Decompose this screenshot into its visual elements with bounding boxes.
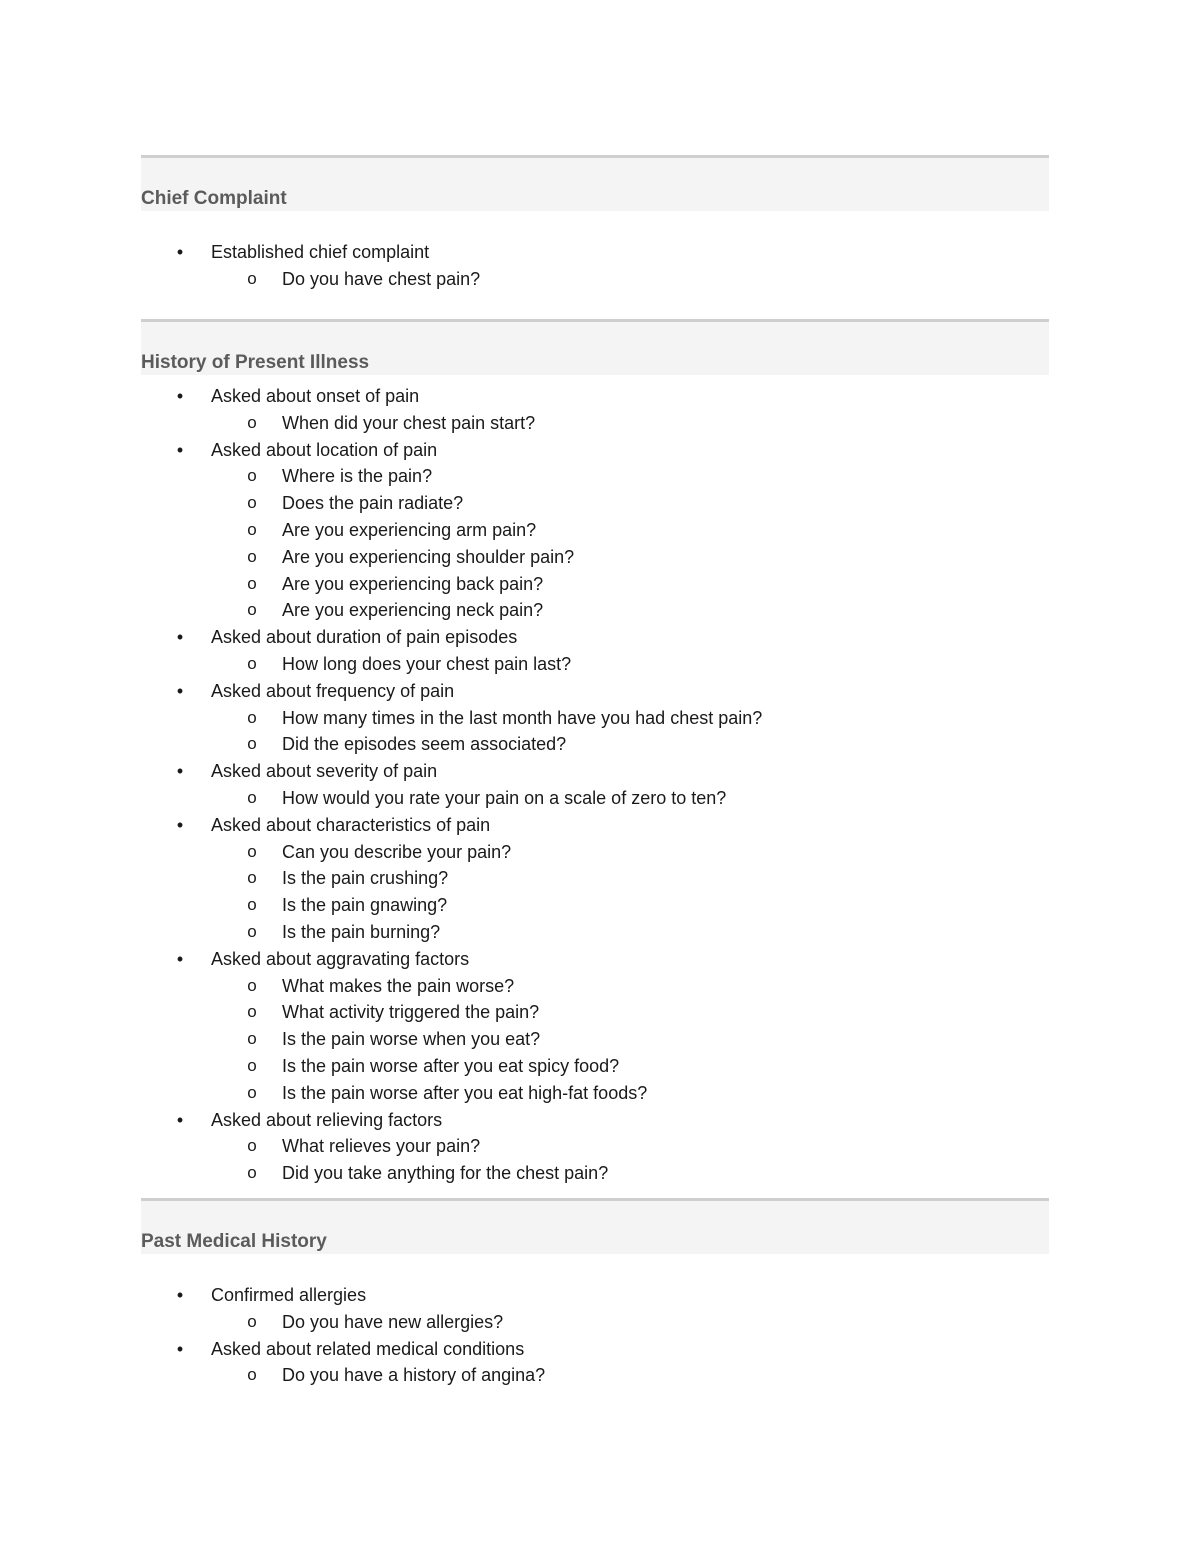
sub-list-item (141, 1133, 1049, 1160)
sub-bullet-icon: o (247, 546, 257, 566)
sub-list-item (141, 1080, 1049, 1107)
sub-list-item (141, 266, 1049, 293)
sub-list-item (141, 705, 1049, 732)
item-label: Confirmed allergies (211, 1285, 367, 1305)
sub-bullet-icon: o (247, 1055, 257, 1075)
bullet-icon: • (176, 439, 184, 460)
sub-bullet-icon: o (247, 1029, 257, 1049)
list-item (141, 437, 1049, 464)
sub-item-label: Can you describe your pain? (282, 841, 512, 862)
sub-item-label: Does the pain radiate? (282, 493, 464, 514)
item-label: Asked about duration of pain episodes (211, 627, 518, 648)
bullet-icon: • (176, 1285, 184, 1305)
section-header-past-medical-history (141, 1198, 1049, 1254)
chief-complaint-list (141, 239, 1049, 293)
sub-item-label: Where is the pain? (282, 466, 433, 487)
sub-list-item (141, 410, 1049, 437)
item-label: Asked about frequency of pain (211, 680, 455, 701)
sub-item-label: What makes the pain worse? (282, 975, 515, 996)
bullet-icon: • (176, 1338, 184, 1359)
sub-bullet-icon: o (247, 493, 257, 513)
sub-bullet-icon: o (247, 1311, 257, 1331)
list-item (141, 678, 1049, 705)
sub-item-label: How long does your chest pain last? (282, 653, 572, 674)
sub-item-label: Do you have a history of angina? (282, 1365, 546, 1386)
sub-bullet-icon: o (247, 895, 257, 915)
list-item (141, 812, 1049, 839)
item-label: Asked about onset of pain (211, 386, 420, 406)
sub-bullet-icon: o (247, 1365, 257, 1385)
sub-item-label: Is the pain worse when you eat? (282, 1029, 541, 1050)
item-label: Asked about related medical conditions (211, 1338, 525, 1359)
sub-item-label: Are you experiencing neck pain? (282, 600, 544, 621)
sub-list-item (141, 597, 1049, 624)
list-item (141, 624, 1049, 651)
sub-list-item (141, 892, 1049, 919)
sub-list-item (141, 571, 1049, 598)
sub-list-item (141, 865, 1049, 892)
list-item (141, 1336, 1049, 1363)
sub-item-label: Are you experiencing back pain? (282, 573, 544, 594)
sub-bullet-icon: o (247, 1082, 257, 1102)
sub-item-label: Is the pain worse after you eat spicy food? (282, 1055, 620, 1076)
sub-list-item (141, 490, 1049, 517)
sub-list-item (141, 1026, 1049, 1053)
sub-list-item (141, 919, 1049, 946)
sub-bullet-icon: o (247, 787, 257, 807)
sub-bullet-icon: o (247, 1163, 257, 1183)
sub-item-label: Are you experiencing shoulder pain? (282, 546, 575, 567)
bullet-icon: • (176, 680, 184, 701)
bullet-icon: • (176, 761, 184, 782)
item-label: Asked about severity of pain (211, 761, 438, 782)
sub-bullet-icon: o (247, 412, 257, 432)
sub-list-item (141, 1362, 1049, 1389)
list-item (141, 758, 1049, 785)
bullet-icon: • (176, 1109, 184, 1130)
sub-item-label: Is the pain worse after you eat high-fat foods? (282, 1082, 648, 1103)
section-title: Past Medical History (141, 1231, 327, 1252)
sub-bullet-icon: o (247, 734, 257, 754)
sub-list-item (141, 1160, 1049, 1187)
list-item (141, 239, 1049, 266)
sub-item-label: Do you have new allergies? (282, 1311, 504, 1332)
item-label: Asked about aggravating factors (211, 948, 470, 969)
sub-list-item (141, 973, 1049, 1000)
bullet-icon: • (176, 948, 184, 969)
bullet-icon: • (176, 242, 184, 262)
sub-item-label: What activity triggered the pain? (282, 1002, 540, 1023)
bullet-icon: • (176, 627, 184, 648)
sub-list-item (141, 651, 1049, 678)
sub-bullet-icon: o (247, 268, 257, 288)
sub-item-label: Is the pain gnawing? (282, 895, 448, 916)
sub-bullet-icon: o (247, 921, 257, 941)
sub-item-label: Did you take anything for the chest pain? (282, 1163, 609, 1184)
item-label: Asked about characteristics of pain (211, 814, 491, 835)
sub-bullet-icon: o (247, 1002, 257, 1022)
sub-bullet-icon: o (247, 653, 257, 673)
sub-item-label: Do you have chest pain? (282, 268, 481, 289)
sub-item-label: How would you rate your pain on a scale of zero to ten? (282, 787, 727, 808)
sub-item-label: What relieves your pain? (282, 1136, 481, 1157)
section-title: History of Present Illness (141, 352, 370, 373)
list-item (141, 383, 1049, 410)
bullet-icon: • (176, 814, 184, 835)
past-medical-history-list (141, 1282, 1049, 1389)
list-item (141, 1282, 1049, 1309)
sub-bullet-icon: o (247, 868, 257, 888)
bullet-icon: • (176, 386, 184, 406)
sub-list-item (141, 785, 1049, 812)
sub-item-label: How many times in the last month have you had chest pain? (282, 707, 763, 728)
list-item (141, 1107, 1049, 1134)
sub-item-label: Did the episodes seem associated? (282, 734, 567, 755)
sub-bullet-icon: o (247, 1136, 257, 1156)
section-header-history-present-illness (141, 319, 1049, 375)
sub-bullet-icon: o (247, 600, 257, 620)
sub-bullet-icon: o (247, 707, 257, 727)
sub-bullet-icon: o (247, 573, 257, 593)
item-label: Established chief complaint (211, 242, 430, 262)
item-label: Asked about relieving factors (211, 1109, 443, 1130)
sub-list-item (141, 517, 1049, 544)
sub-list-item (141, 731, 1049, 758)
sub-item-label: Are you experiencing arm pain? (282, 519, 537, 540)
sub-item-label: Is the pain burning? (282, 921, 441, 942)
history-present-illness-list (141, 383, 1049, 1187)
sub-list-item (141, 463, 1049, 490)
item-label: Asked about location of pain (211, 439, 438, 460)
sub-list-item (141, 1053, 1049, 1080)
sub-list-item (141, 839, 1049, 866)
sub-list-item (141, 1309, 1049, 1336)
section-header-chief-complaint (141, 155, 1049, 211)
sub-item-label: Is the pain crushing? (282, 868, 449, 889)
sub-list-item (141, 999, 1049, 1026)
sub-bullet-icon: o (247, 975, 257, 995)
list-item (141, 946, 1049, 973)
sub-bullet-icon: o (247, 519, 257, 539)
section-title: Chief Complaint (141, 188, 287, 209)
sub-bullet-icon: o (247, 466, 257, 486)
sub-item-label: When did your chest pain start? (282, 412, 536, 433)
sub-bullet-icon: o (247, 841, 257, 861)
sub-list-item (141, 544, 1049, 571)
